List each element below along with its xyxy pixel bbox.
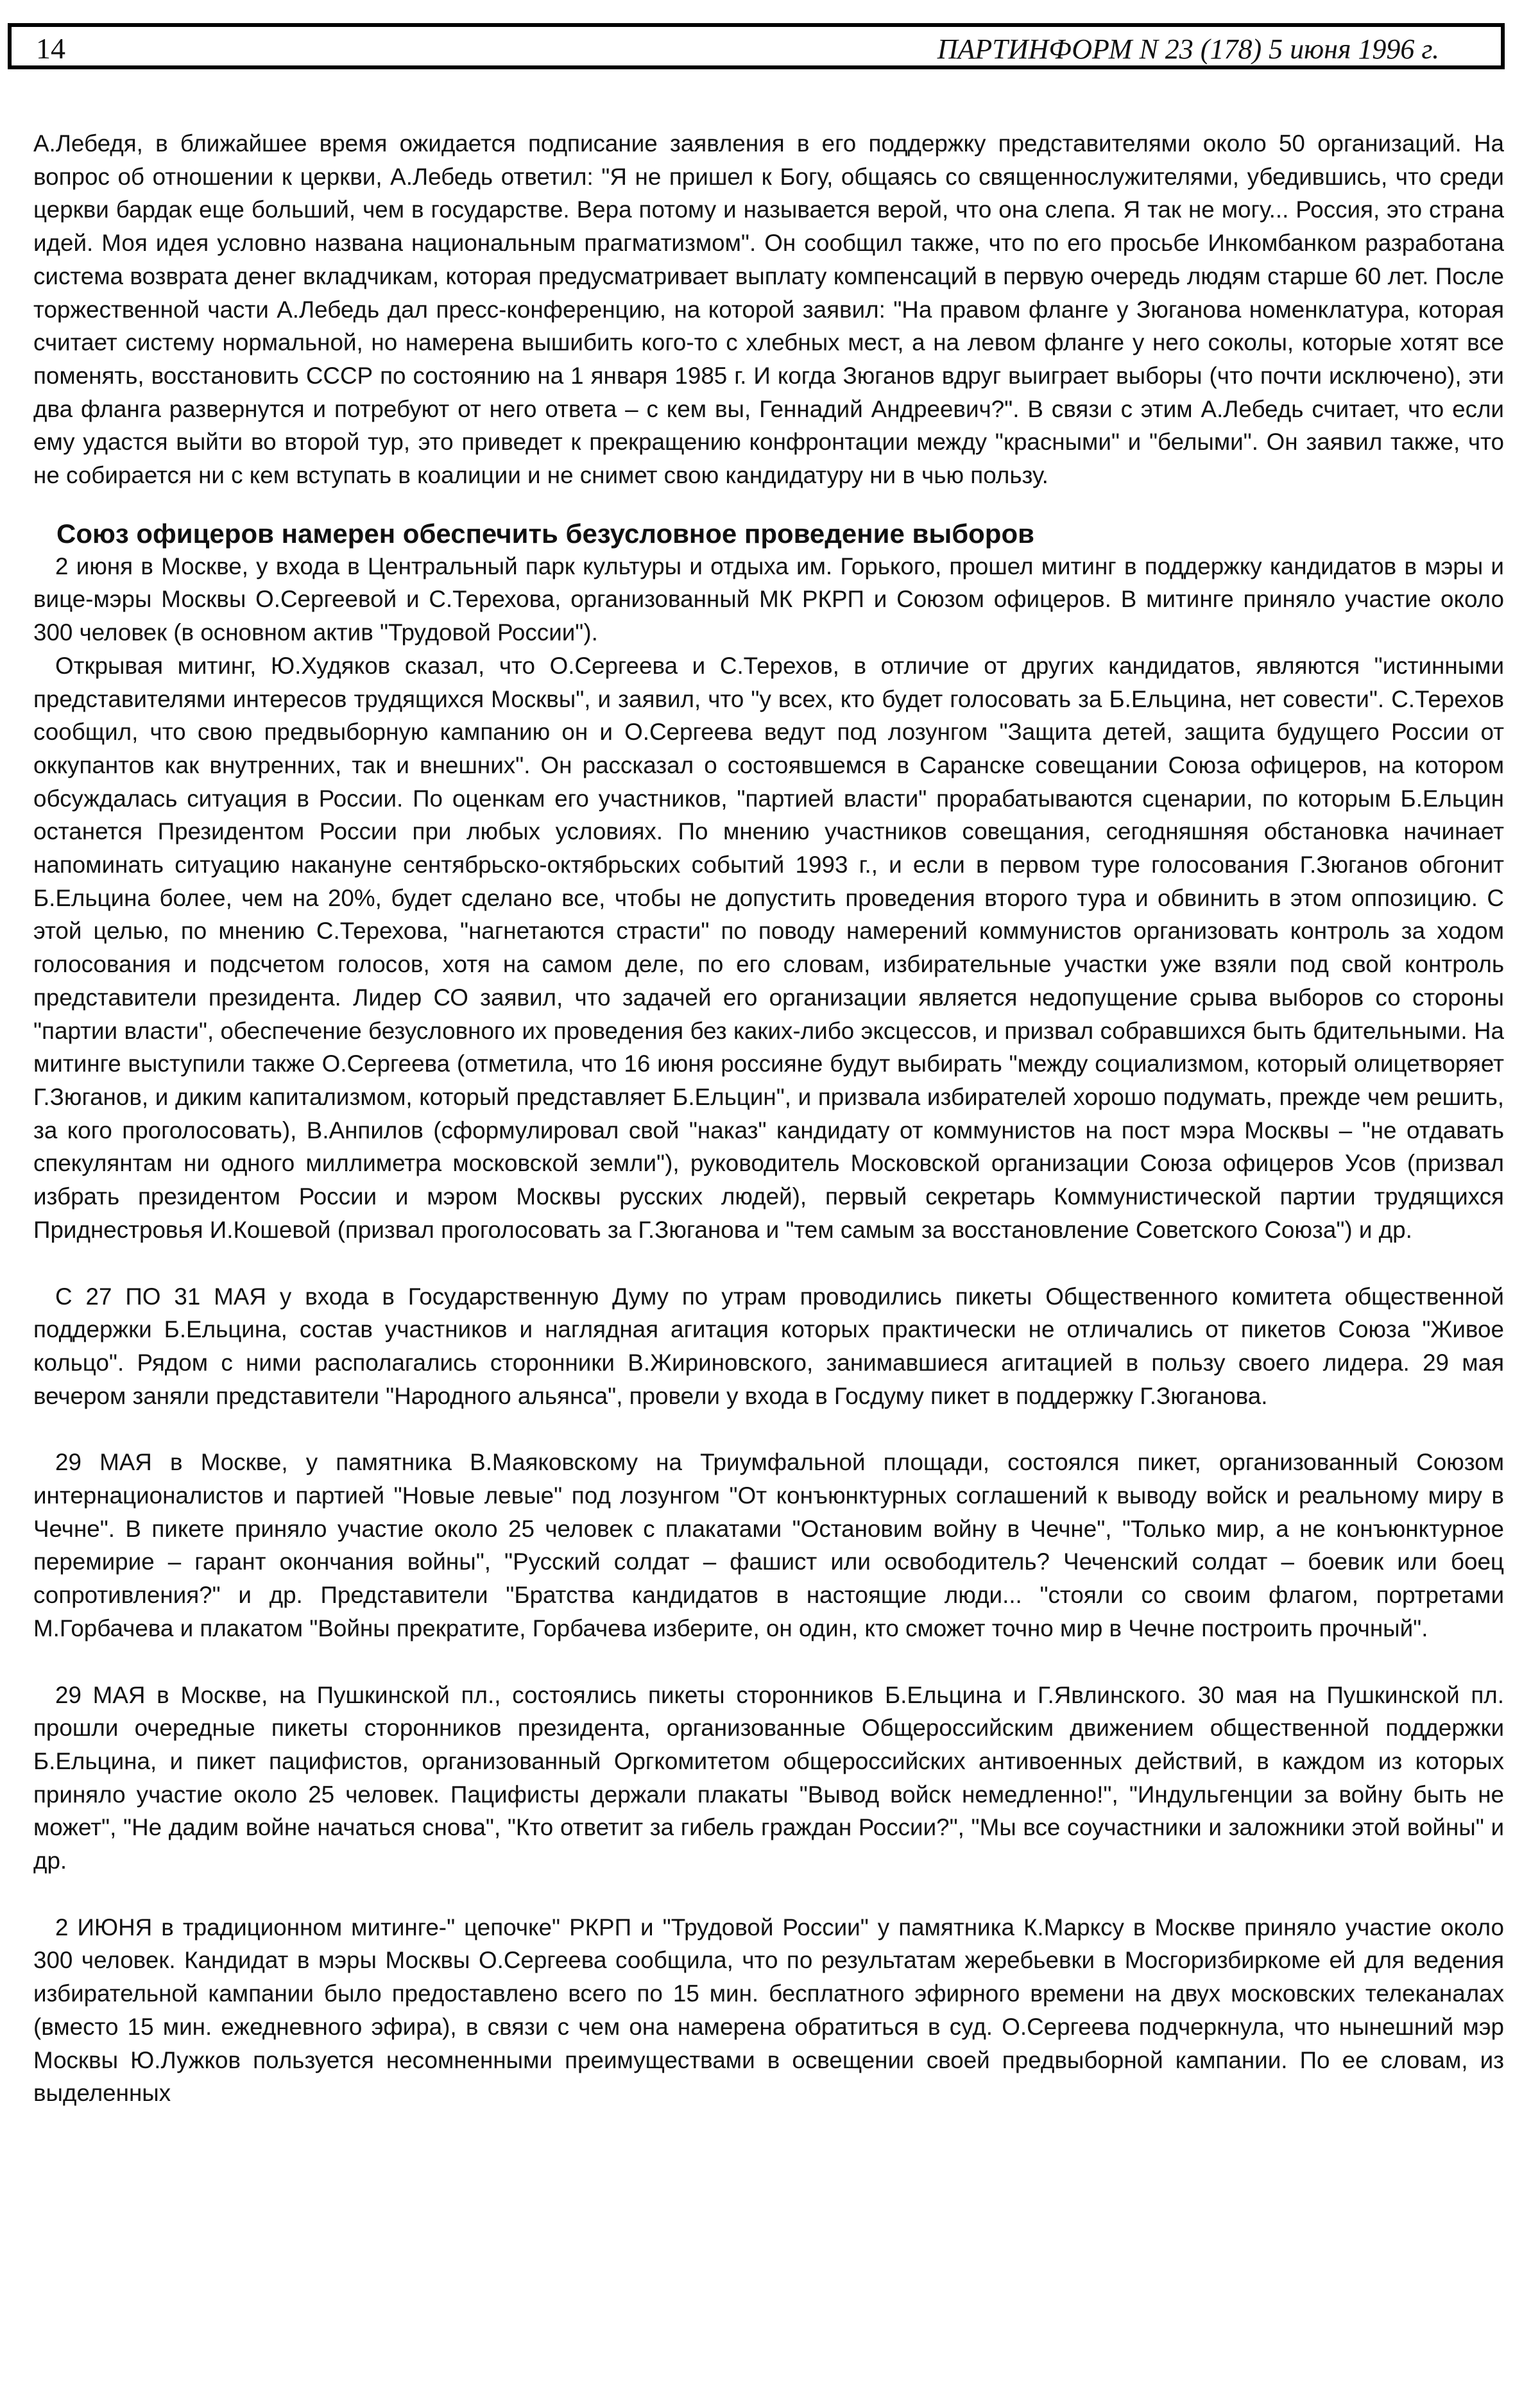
section-paragraph-2: Открывая митинг, Ю.Худяков сказал, что О.Сергеева и С.Терехов, в отличие от других кандидатов, являются "истинными представителями интересов трудящихся Москвы", и заявил, что "у всех, кто будет голосовать за Б.Ельцина, нет совести". С.Терехов сообщил, что свою предвыборную кампанию он и О.Сергеева ведут под лозунгом "Защита детей, защита будущего России от оккупантов как внутренних, так и внешних". Он рассказал о состоявшемся в Саранске совещании Союза офицеров, на котором обсуждалась ситуация в России. По оценкам его участников, "партией власти" прорабатываются сценарии, по которым Б.Ельцин останется Президентом России при любых условиях. По мнению участников совещания, сегодняшняя обстановка начинает напоминать ситуацию накануне сентябрьско-октябрьских событий 1993 г., и если в первом туре голосования Г.Зюганов обгонит Б.Ельцина более, чем на 20%, будет сделано все, чтобы не допустить проведения второго тура и обвинить в этом оппозицию. С этой целью, по мнению С.Терехова, "нагнетаются страсти" по поводу намерений коммунистов организовать контроль за ходом голосования и подсчетом голосов, хотя на самом деле, по его словам, избирательные участки уже взяли под свой контроль представители президента. Лидер СО заявил, что задачей его организации является недопущение срыва выборов со стороны "партии власти", обеспечение безусловного их проведения без каких-либо эксцессов, и призвал собравшихся быть бдительными. На митинге выступили также О.Сергеева (отметила, что 16 июня россияне будут выбирать "между социализмом, который олицетворяет Г.Зюганов, и диким капитализмом, который представляет Б.Ельцин", и призвала избирателей хорошо подумать, прежде чем решить, за кого проголосовать), В.Анпилов (сформулировал свой "наказ" кандидату от коммунистов на пост мэра Москвы – "не отдавать спекулянтам ни одного миллиметра московской земли"), руководитель Московской организации Союза офицеров Усов (призвал избрать президентом России и мэром Москвы русских людей), первый секретарь Коммунистической партии трудящихся Приднестровья И.Кошевой (призвал проголосовать за Г.Зюганова и "тем самым за восстановление Советского Союза") и др. bbox=[33, 652, 1504, 1243]
intro-paragraph: А.Лебедя, в ближайшее время ожидается подписание заявления в его поддержку представителями около 50 организаций. На вопрос об отношении к церкви, А.Лебедь ответил: "Я не пришел к Богу, общаясь со священнослужителями, убедившись, что среди церкви бардак еще больший, чем в государстве. Вера потому и называется верой, что она слепа. Я так не могу... Россия, это страна идей. Моя идея условно названа национальным прагматизмом". Он сообщил также, что по его просьбе Инкомбанком разработана система возврата денег вкладчикам, которая предусматривает выплату компенсаций в первую очередь людям старше 60 лет. После торжественной части А.Лебедь дал пресс-конференцию, на которой заявил: "На правом фланге у Зюганова номенклатура, которая считает систему нормальной, но намерена вышибить кого-то с хлебных мест, а на левом фланге у него соколы, которые хотят все поменять, восстановить СССР по состоянию на 1 января 1985 г. И когда Зюганов вдруг выиграет выборы (что почти исключено), эти два фланга развернутся и потребуют от него ответа – с кем вы, Геннадий Андреевич?". В связи с этим А.Лебедь считает, что если ему удастся выйти во второй тур, это приведет к прекращению конфронтации между "красными" и "белыми". Он заявил также, что не собирается ни с кем вступать в коалиции и не снимет свою кандидатуру ни в чью пользу. bbox=[33, 130, 1504, 489]
publication-title: ПАРТИНФОРМ N 23 (178) 5 июня 1996 г. bbox=[937, 33, 1439, 65]
spacer bbox=[33, 1247, 1504, 1280]
article-body bbox=[33, 127, 1504, 2110]
section-heading: Союз офицеров намерен обеспечить безусловное проведение выборов bbox=[56, 518, 1034, 549]
spacer bbox=[33, 1412, 1504, 1446]
paragraph-may-29-pushkin: 29 МАЯ в Москве, на Пушкинской пл., состоялись пикеты сторонников Б.Ельцина и Г.Явлинского. 30 мая на Пушкинской пл. прошли очередные пикеты сторонников президента, организованные Общероссийским движением общественной поддержки Б.Ельцина, и пикет пацифистов, организованный Оргкомитетом общероссийских антивоенных действий, в каждом из которых приняло участие около 25 человек. Пацифисты держали плакаты "Вывод войск немедленно!", "Индульгенции за войну быть не может", "Не дадим войне начаться снова", "Кто ответит за гибель граждан России?", "Мы все соучастники и заложники этой войны" и др. bbox=[33, 1681, 1504, 1874]
paragraph-june-2: 2 ИЮНЯ в традиционном митинге-" цепочке" РКРП и "Трудовой России" у памятника К.Марксу в Москве приняло участие около 300 человек. Кандидат в мэры Москвы О.Сергеева сообщила, что по результатам жеребьевки в Мосгоризбиркоме ей для ведения избирательной кампании было предоставлено всего по 15 мин. бесплатного эфирного времени на двух московских телеканалах (вместо 15 мин. ежедневного эфира), в связи с чем она намерена обратиться в суд. О.Сергеева подчеркнула, что нынешний мэр Москвы Ю.Лужков пользуется несомненными преимуществами в освещении своей предвыборной кампании. По ее словам, из выделенных bbox=[33, 1914, 1504, 2107]
section-paragraph-1: 2 июня в Москве, у входа в Центральный парк культуры и отдыха им. Горького, прошел митинг в поддержку кандидатов в мэры и вице-мэры Москвы О.Сергеевой и С.Терехова, организованный МК РКРП и Союзом офицеров. В митинге приняло участие около 300 человек (в основном актив "Трудовой России"). bbox=[33, 553, 1504, 646]
paragraph-may-27: С 27 ПО 31 МАЯ у входа в Государственную Думу по утрам проводились пикеты Общественного комитета общественной поддержки Б.Ельцина, состав участников и наглядная агитация которых практически не отличались от пикетов Союза "Живое кольцо". Рядом с ними располагались сторонники В.Жириновского, занимавшиеся агитацией в пользу своего лидера. 29 мая вечером заняли представители "Народного альянса", провели у входа в Госдуму пикет в поддержку Г.Зюганова. bbox=[33, 1283, 1504, 1409]
spacer bbox=[33, 1878, 1504, 1911]
spacer bbox=[33, 492, 1504, 518]
spacer bbox=[33, 1645, 1504, 1679]
paragraph-may-29-mayakovsky: 29 МАЯ в Москве, у памятника В.Маяковскому на Триумфальной площади, состоялся пикет, организованный Союзом интернационалистов и партией "Новые левые" под лозунгом "От конъюнктурных соглашений к выводу войск и реальному миру в Чечне". В пикете приняло участие около 25 человек с плакатами "Остановим войну в Чечне", "Только мир, а не конъюнктурное перемирие – гарант окончания войны", "Русский солдат – фашист или освободитель? Чеченский солдат – боевик или боец сопротивления?" и др. Представители "Братства кандидатов в настоящие люди... "стояли со своим флагом, портретами М.Горбачева и плакатом "Войны прекратите, Горбачева изберите, он один, кто сможет точно мир в Чечне построить прочный". bbox=[33, 1449, 1504, 1641]
page-header bbox=[8, 23, 1505, 69]
page-number: 14 bbox=[36, 32, 65, 65]
